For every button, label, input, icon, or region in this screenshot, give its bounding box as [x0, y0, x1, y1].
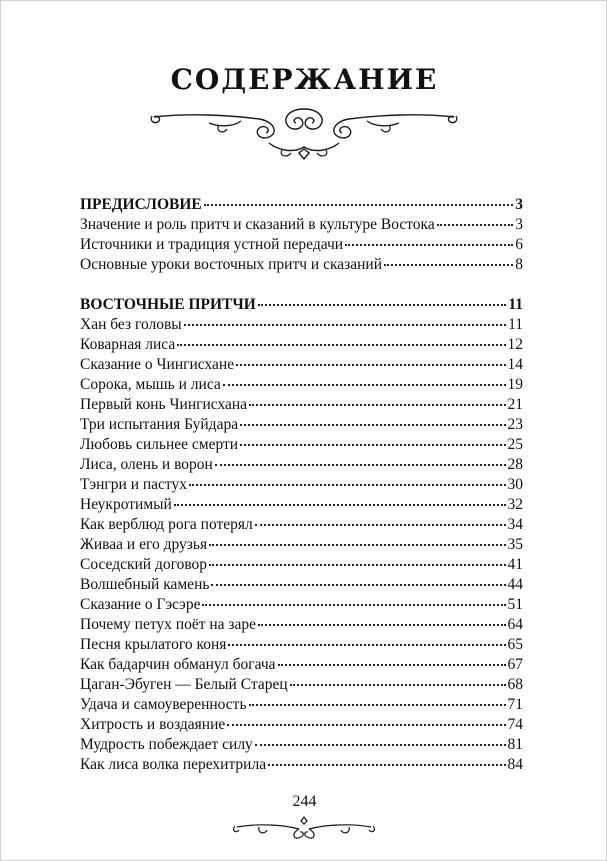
- toc-entry: [80, 315, 523, 335]
- toc-entry: [80, 535, 523, 555]
- toc-entry-page: 34: [507, 516, 523, 533]
- toc-leader-dots: [258, 624, 505, 626]
- toc-entry-page: 3: [515, 216, 523, 233]
- toc-entry-title: Сорока, мышь и лиса: [80, 376, 221, 393]
- toc-entry: [80, 695, 523, 715]
- toc-entry-page: 41: [507, 556, 523, 573]
- toc-section-heading: [80, 195, 523, 215]
- toc-entry-page: 67: [507, 656, 523, 673]
- toc-entry: [80, 255, 523, 275]
- toc-entry-page: 65: [507, 636, 523, 653]
- toc-entry-title: Мудрость побеждает силу: [80, 736, 253, 753]
- toc-entry-title: Почему петух поёт на заре: [80, 616, 257, 633]
- toc-entry-title: Хитрость и воздаяние: [80, 716, 226, 733]
- toc-entry: [80, 735, 523, 755]
- toc-entry-title: Основные уроки восточных притч и сказаний: [80, 256, 383, 273]
- page-title: СОДЕРЖАНИЕ: [170, 63, 439, 96]
- toc-entry-page: 30: [507, 476, 523, 493]
- toc-entry-page: 81: [507, 736, 523, 753]
- section-gap: [80, 275, 523, 295]
- toc-leader-dots: [240, 424, 505, 426]
- toc-entry-page: 25: [507, 436, 523, 453]
- toc-entry-page: 32: [507, 496, 523, 513]
- toc-leader-dots: [209, 564, 505, 566]
- toc-entry: [80, 335, 523, 355]
- toc-leader-dots: [211, 584, 505, 586]
- toc-leader-dots: [184, 324, 506, 326]
- toc-entry-title: Как верблюд рога потерял: [80, 516, 253, 533]
- toc-entry-page: 68: [507, 676, 523, 693]
- toc-entry: [80, 595, 523, 615]
- toc-entry-page: 35: [507, 536, 523, 553]
- toc-entry-page: 3: [515, 196, 523, 213]
- toc-entry-title: Как бадарчин обманул богача: [80, 656, 276, 673]
- toc-leader-dots: [223, 384, 506, 386]
- toc-leader-dots: [384, 264, 513, 266]
- toc-entry-title: Первый конь Чингисхана: [80, 396, 248, 413]
- toc-entry-title: Удача и самоуверенность: [80, 696, 247, 713]
- toc-entry: [80, 675, 523, 695]
- toc-entry: [80, 555, 523, 575]
- toc-leader-dots: [255, 524, 506, 526]
- toc-entry-title: Сказание о Чингисхане: [80, 356, 235, 373]
- toc-leader-dots: [290, 684, 506, 686]
- toc-entry-title: Как лиса волка перехитрила: [80, 756, 267, 773]
- toc-entry: [80, 755, 523, 775]
- toc-leader-dots: [189, 484, 506, 486]
- toc-entry: [80, 375, 523, 395]
- toc-leader-dots: [204, 204, 514, 206]
- toc-entry-page: 6: [515, 236, 523, 253]
- toc-entry: [80, 235, 523, 255]
- table-of-contents: [80, 195, 523, 775]
- toc-entry-title: Значение и роль притч и сказаний в культуре Востока: [80, 216, 435, 233]
- toc-section-heading: [80, 295, 523, 315]
- toc-entry-page: 44: [507, 576, 523, 593]
- toc-entry-title: Лиса, олень и ворон: [80, 456, 213, 473]
- toc-entry-page: 12: [507, 336, 523, 353]
- toc-entry-title: Хан без головы: [80, 316, 182, 333]
- toc-entry-title: Песня крылатого коня: [80, 636, 227, 653]
- toc-leader-dots: [177, 344, 505, 346]
- toc-entry-page: 8: [515, 256, 523, 273]
- toc-entry-title: Цаган-Эбуген — Белый Старец: [80, 676, 288, 693]
- toc-leader-dots: [278, 664, 506, 666]
- toc-entry-title: Три испытания Буйдара: [80, 416, 239, 433]
- toc-entry-title: ВОСТОЧНЫЕ ПРИТЧИ: [80, 296, 256, 313]
- toc-entry: [80, 515, 523, 535]
- toc-leader-dots: [249, 404, 505, 406]
- toc-entry-page: 11: [508, 316, 523, 333]
- toc-leader-dots: [202, 604, 505, 606]
- toc-leader-dots: [345, 244, 513, 246]
- toc-entry-page: 64: [507, 616, 523, 633]
- toc-leader-dots: [174, 504, 506, 506]
- toc-entry: [80, 395, 523, 415]
- toc-entry-title: Живаа и его друзья: [80, 536, 208, 553]
- page-number: 244: [292, 793, 317, 810]
- toc-entry: [80, 615, 523, 635]
- toc-entry: [80, 455, 523, 475]
- toc-entry: [80, 635, 523, 655]
- toc-entry-page: 71: [507, 696, 523, 713]
- toc-entry-page: 11: [508, 296, 523, 313]
- toc-entry-title: Источники и традиция устной передачи: [80, 236, 344, 253]
- toc-entry-page: 19: [507, 376, 523, 393]
- toc-entry: [80, 475, 523, 495]
- toc-entry-title: Неукротимый: [80, 496, 172, 513]
- toc-entry: [80, 415, 523, 435]
- toc-leader-dots: [258, 304, 507, 306]
- toc-entry: [80, 715, 523, 735]
- toc-entry: [80, 215, 523, 235]
- flourish-ornament-icon: [149, 103, 459, 161]
- toc-entry-page: 21: [507, 396, 523, 413]
- toc-entry: [80, 655, 523, 675]
- footer-ornament-icon: [229, 813, 379, 843]
- toc-entry: [80, 495, 523, 515]
- toc-leader-dots: [268, 764, 505, 766]
- toc-entry: [80, 575, 523, 595]
- toc-entry-title: Коварная лиса: [80, 336, 176, 353]
- toc-entry-title: Тэнгри и пастух: [80, 476, 187, 493]
- toc-entry-page: 23: [507, 416, 523, 433]
- toc-entry-page: 28: [507, 456, 523, 473]
- toc-entry: [80, 435, 523, 455]
- toc-leader-dots: [240, 444, 505, 446]
- toc-leader-dots: [437, 224, 514, 226]
- toc-entry-title: ПРЕДИСЛОВИЕ: [80, 196, 202, 213]
- toc-leader-dots: [228, 644, 505, 646]
- toc-entry-page: 51: [507, 596, 523, 613]
- toc-entry-page: 14: [507, 356, 523, 373]
- toc-leader-dots: [227, 724, 505, 726]
- toc-entry-title: Волшебный камень: [80, 576, 210, 593]
- toc-leader-dots: [255, 744, 506, 746]
- toc-entry-title: Соседский договор: [80, 556, 208, 573]
- toc-leader-dots: [209, 544, 505, 546]
- toc-entry-page: 84: [507, 756, 523, 773]
- toc-entry-title: Сказание о Гэсэре: [80, 596, 201, 613]
- toc-entry: [80, 355, 523, 375]
- toc-entry-page: 74: [507, 716, 523, 733]
- toc-leader-dots: [236, 364, 505, 366]
- toc-leader-dots: [249, 704, 506, 706]
- toc-leader-dots: [215, 464, 506, 466]
- toc-entry-title: Любовь сильнее смерти: [80, 436, 239, 453]
